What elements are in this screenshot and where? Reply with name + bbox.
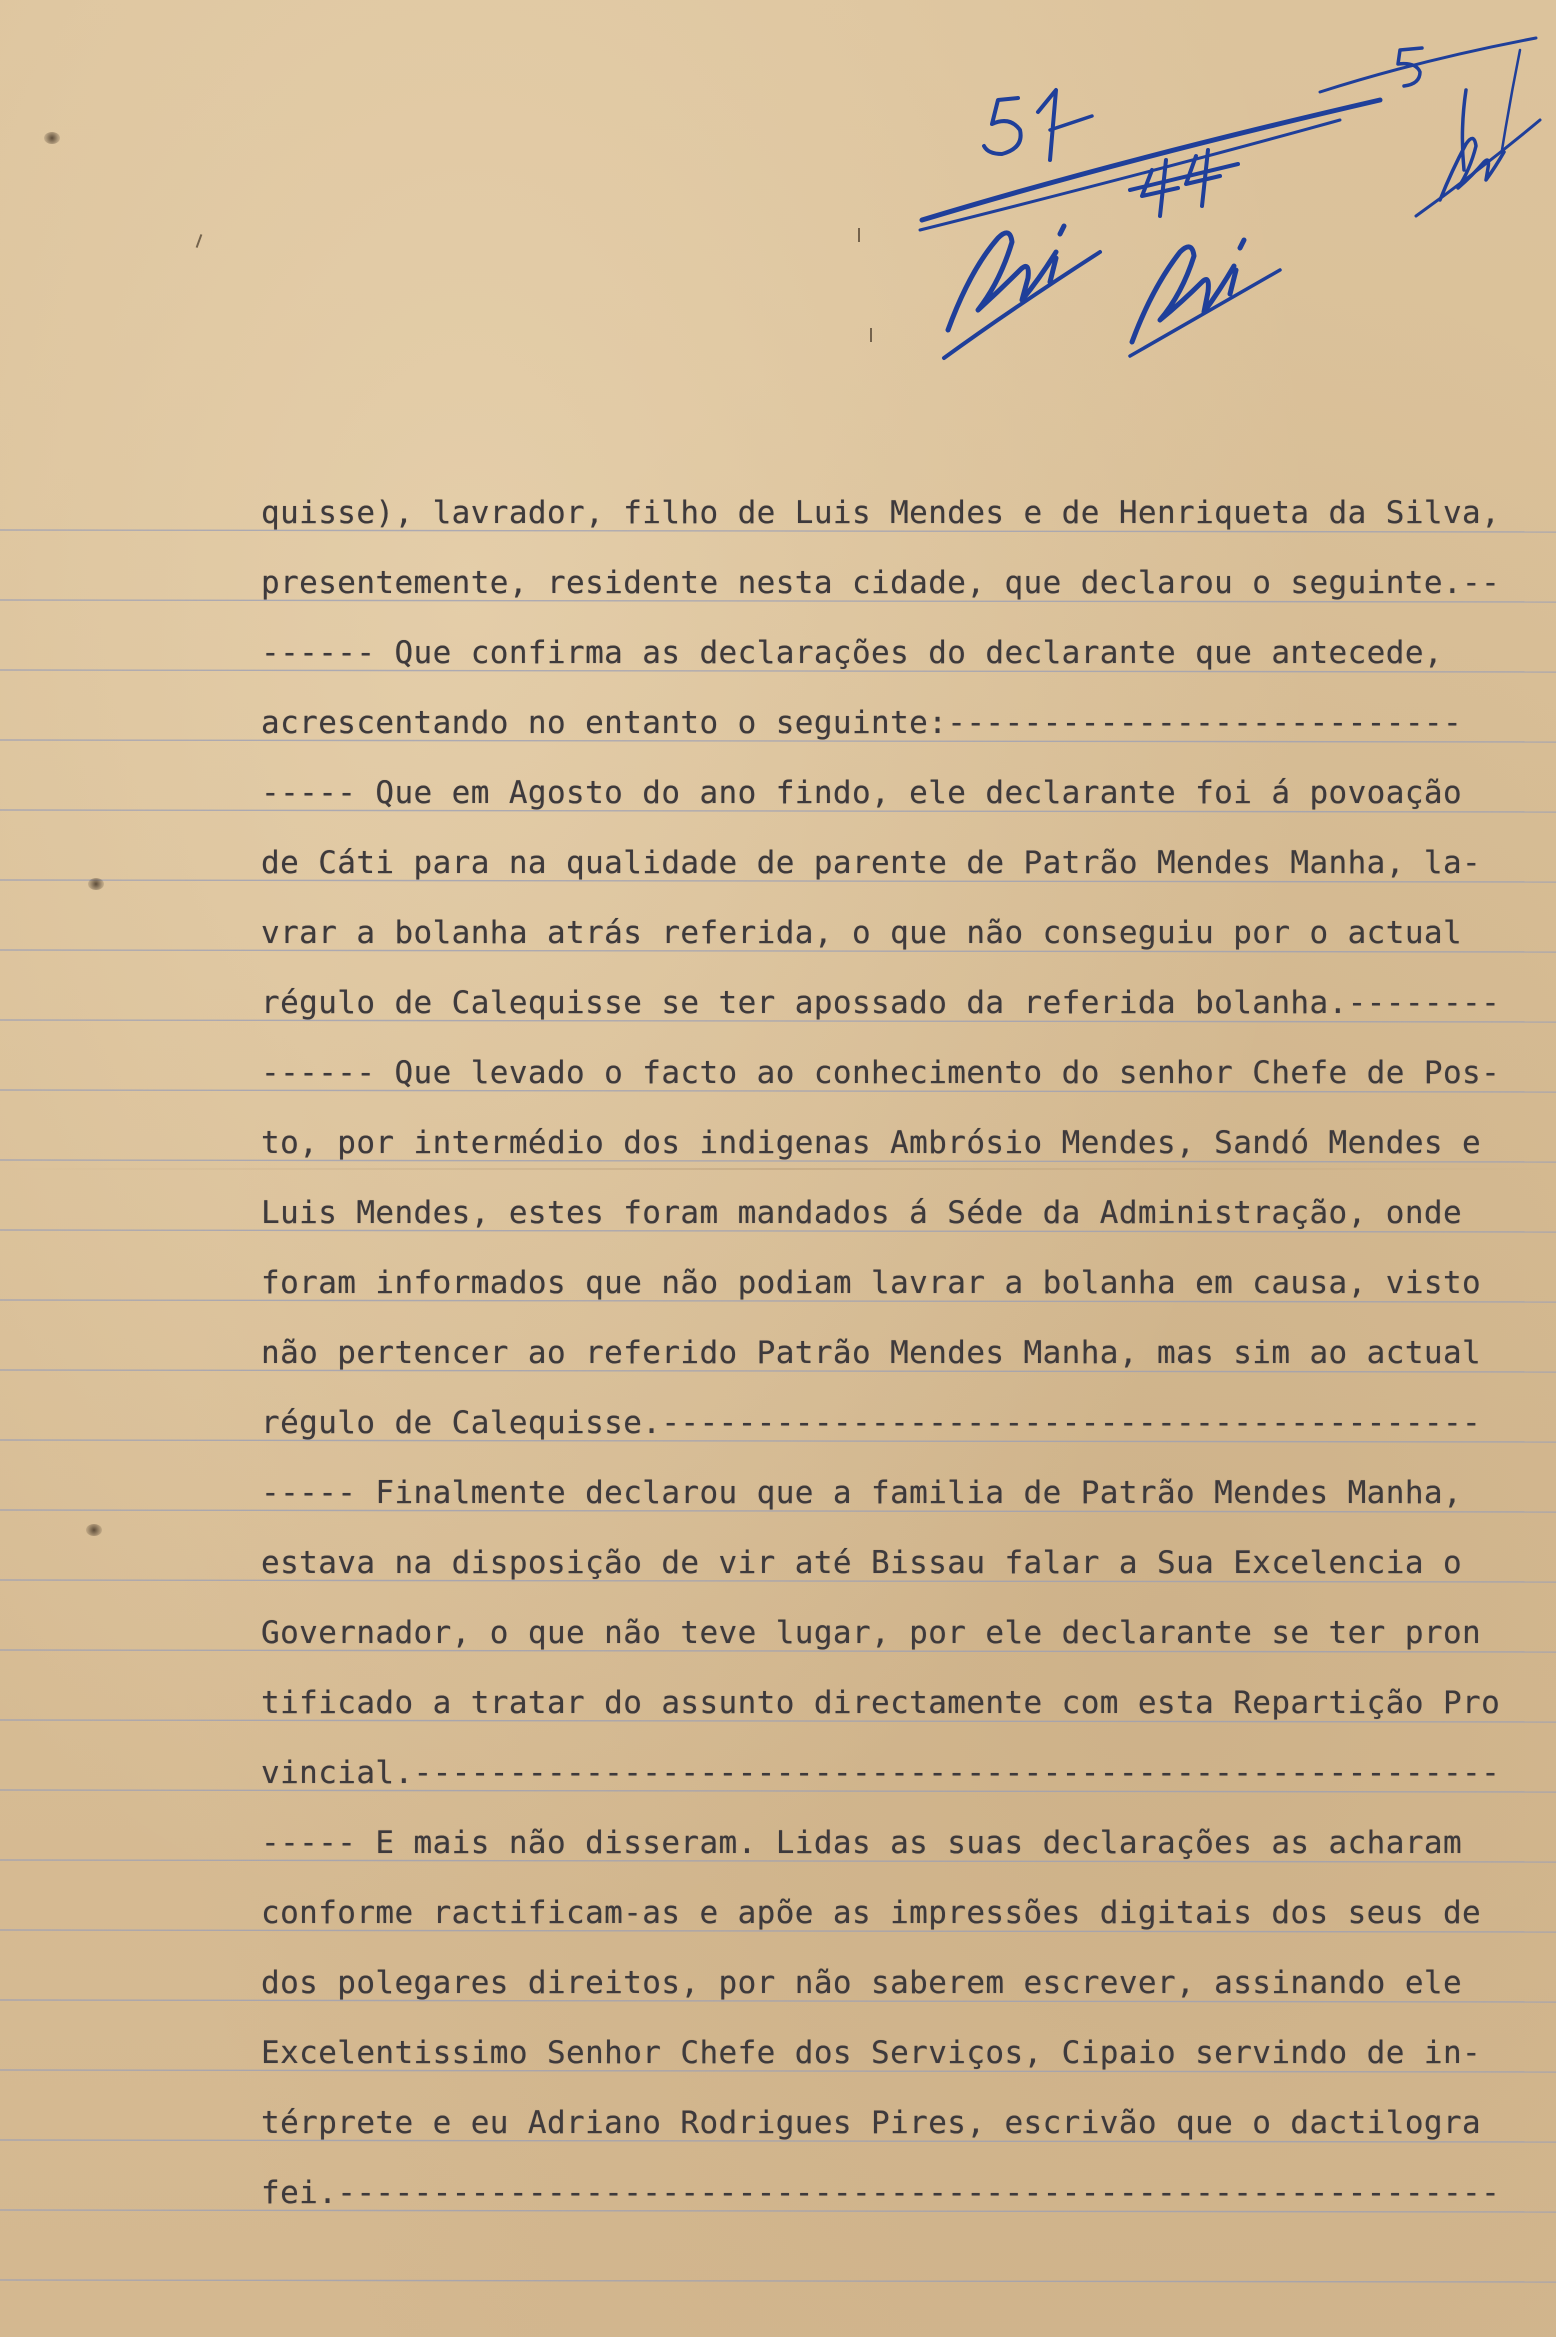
text-line: presentemente, residente nesta cidade, que declarou o seguinte.-- [261,565,1501,601]
margin-speck [88,878,104,890]
text-line: conforme ractificam-as e apõe as impressões digitais dos seus de [261,1895,1482,1931]
text-line: Excelentissimo Senhor Chefe dos Serviços, Cipaio servindo de in- [261,2035,1482,2071]
corner-strike [1320,38,1536,92]
text-line: foram informados que não podiam lavrar a bolanha em causa, visto [261,1265,1482,1301]
margin-speck [44,132,60,144]
page-number-mark [984,98,1021,154]
margin-tick [870,328,872,342]
side-flourish [1502,50,1520,150]
text-line: térprete e eu Adriano Rodrigues Pires, escrivão que o dactilogra [261,2105,1482,2141]
text-line: acrescentando no entanto o seguinte:--------------------------- [261,705,1463,741]
text-line: ------ Que levado o facto ao conhecimento do senhor Chefe de Pos- [261,1055,1501,1091]
text-line: ----- Que em Agosto do ano findo, ele declarante foi á povoação [261,775,1463,811]
text-line: Luis Mendes, estes foram mandados á Séde da Administração, onde [261,1195,1463,1231]
initials-signature-center [1132,240,1244,342]
strike-line-long [922,100,1380,220]
text-line: ------ Que confirma as declarações do declarante que antecede, [261,635,1443,671]
text-line: estava na disposição de vir até Bissau falar a Sua Excelencia o [261,1545,1463,1581]
margin-speck [86,1524,102,1536]
text-line: régulo de Calequisse.------------------------------------------- [261,1405,1482,1441]
text-line: vrar a bolanha atrás referida, o que não conseguiu por o actual [261,915,1463,951]
strike-line-second [920,120,1340,230]
text-line: de Cáti para na qualidade de parente de Patrão Mendes Manha, la- [261,845,1482,881]
page-number-underline [1050,116,1092,130]
text-line: ----- E mais não disseram. Lidas as suas declarações as acharam [261,1825,1463,1861]
initials-signature-right [1440,90,1504,200]
text-line: dos polegares direitos, por não saberem escrever, assinando ele [261,1965,1463,2001]
initials-flourish-right [1416,120,1540,216]
crossed-number-strike [1130,164,1238,190]
rule-line [0,2280,1556,2282]
text-line: régulo de Calequisse se ter apossado da referida bolanha.-------- [261,985,1501,1021]
text-line: ----- Finalmente declarou que a familia de Patrão Mendes Manha, [261,1475,1463,1511]
text-line: Governador, o que não teve lugar, por ele declarante se ter pron [261,1615,1482,1651]
initials-flourish-center [1130,270,1280,356]
text-line: fei.------------------------------------------------------------- [261,2175,1501,2211]
text-line: to, por intermédio dos indigenas Ambrósio Mendes, Sandó Mendes e [261,1125,1482,1161]
text-line: tificado a tratar do assunto directamente com esta Repartição Pro [261,1685,1501,1721]
page-number-mark-one [1038,90,1056,160]
margin-tick [858,228,860,242]
text-line: vincial.--------------------------------------------------------- [261,1755,1501,1791]
text-line: quisse), lavrador, filho de Luis Mendes e de Henriqueta da Silva, [261,495,1501,531]
text-line: não pertencer ao referido Patrão Mendes Manha, mas sim ao actual [261,1335,1482,1371]
handwritten-annotations [860,20,1556,380]
fold-crease [0,1168,1556,1170]
